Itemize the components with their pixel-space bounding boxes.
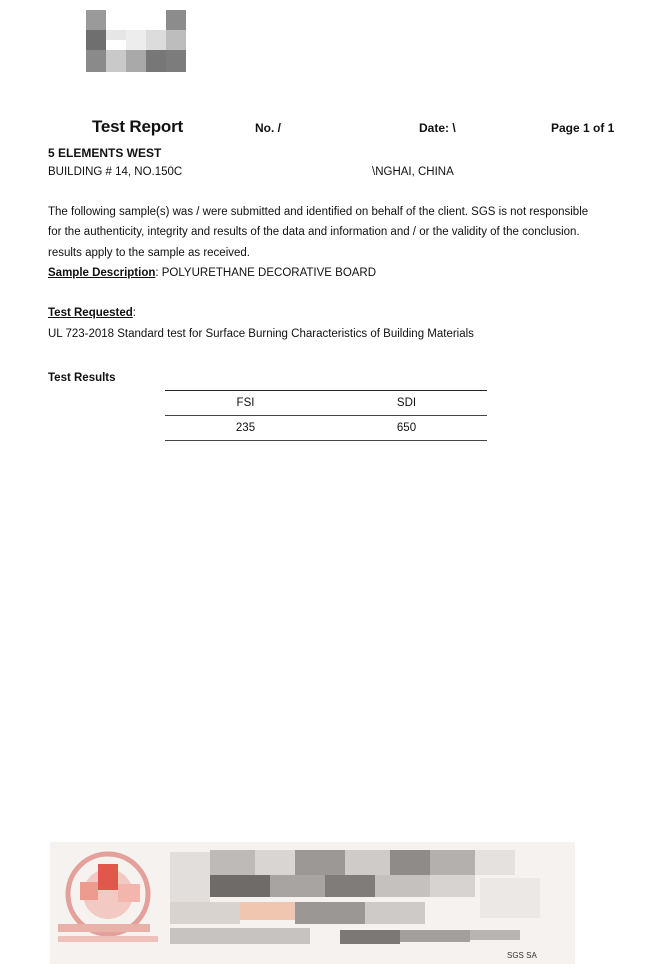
test-requested-heading	[48, 307, 136, 319]
report-number-label: No. /	[255, 121, 281, 135]
client-address-right: \NGHAI, CHINA	[372, 166, 454, 178]
results-table	[165, 390, 487, 441]
page-indicator: Page 1 of 1	[551, 121, 615, 135]
results-cell-fsi: 235	[235, 422, 256, 434]
test-requested-label: Test Requested	[48, 307, 133, 319]
company-logo	[86, 10, 186, 72]
test-results-label: Test Results	[48, 372, 116, 384]
results-col-sdi: SDI	[396, 397, 417, 409]
results-col-fsi: FSI	[236, 397, 255, 409]
disclaimer-line-3: results apply to the sample as received.	[48, 247, 250, 259]
table-row	[165, 416, 487, 441]
disclaimer-line-2: for the authenticity, integrity and results of the data and information and / or the validity of the conclusion.	[48, 226, 580, 238]
report-title: Test Report	[92, 117, 183, 136]
sample-description-value: : POLYURETHANE DECORATIVE BOARD	[155, 267, 377, 279]
report-date-label: Date: \	[419, 121, 456, 135]
results-header-row	[165, 391, 487, 416]
test-requested-text: UL 723-2018 Standard test for Surface Burning Characteristics of Building Materials	[48, 328, 474, 340]
disclaimer-line-1: The following sample(s) was / were submitted and identified on behalf of the client. SGS is not responsible	[48, 206, 589, 218]
stamp-text: SGS SA	[507, 951, 537, 960]
footer-stamp-redacted	[50, 842, 575, 964]
sample-description	[48, 267, 376, 279]
client-name: 5 ELEMENTS WEST	[48, 146, 162, 160]
client-address-left: BUILDING # 14, NO.150C	[48, 166, 183, 178]
sample-description-label: Sample Description	[48, 267, 156, 279]
test-requested-colon: :	[132, 307, 136, 319]
results-cell-sdi: 650	[396, 422, 417, 434]
